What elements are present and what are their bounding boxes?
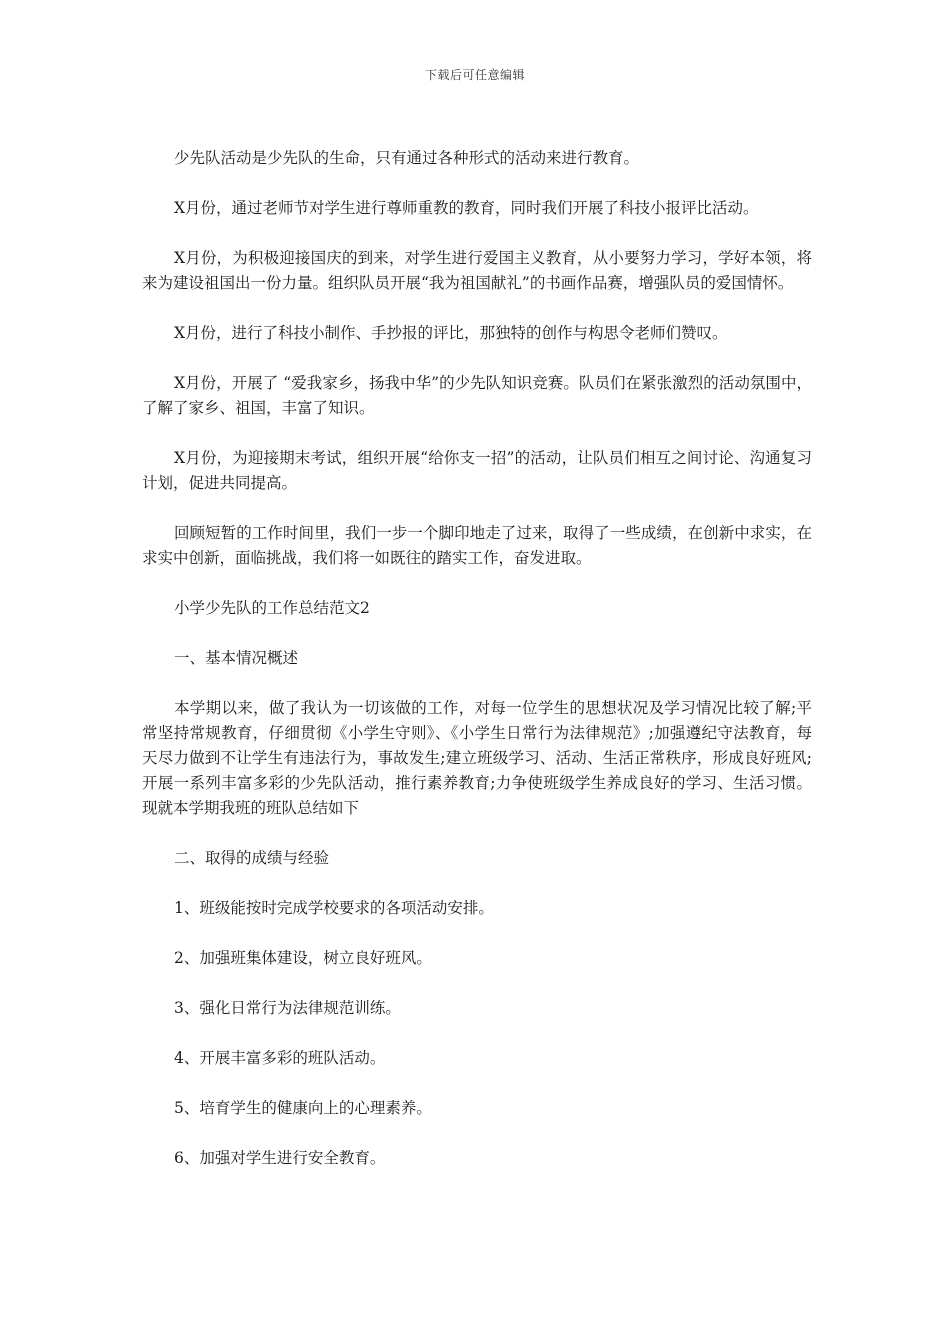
paragraph: 本学期以来，做了我认为一切该做的工作，对每一位学生的思想状况及学习情况比较了解;平常坚持常规教育，仔细贯彻《小学生守则》、《小学生日常行为法律规范》;加强遵纪守法教育，每天尽力做到不让学生有违法行为，事故发生;建立班级学习、活动、生活正常秩序，形成良好班风;开展一系列丰富多彩的少先队活动，推行素养教育;力争使班级学生养成良好的学习、生活习惯。现就本学期我班的班队总结如下 — [142, 699, 812, 817]
list-item: 4、开展丰富多彩的班队活动。 — [174, 1049, 386, 1067]
paragraph: X月份，进行了科技小制作、手抄报的评比，那独特的创作与构思令老师们赞叹。 — [174, 324, 728, 342]
section-heading: 二、取得的成绩与经验 — [174, 849, 330, 867]
paragraph: X月份，通过老师节对学生进行尊师重教的教育，同时我们开展了科技小报评比活动。 — [174, 199, 759, 217]
list-item: 1、班级能按时完成学校要求的各项活动安排。 — [174, 899, 494, 917]
list-item: 6、加强对学生进行安全教育。 — [174, 1149, 386, 1167]
paragraph: X月份，为积极迎接国庆的到来，对学生进行爱国主义教育，从小要努力学习，学好本领，将来为建设祖国出一份力量。组织队员开展“我为祖国献礼”的书画作品赛，增强队员的爱国情怀。 — [142, 249, 812, 292]
section-heading: 一、基本情况概述 — [174, 649, 299, 667]
list-item: 3、强化日常行为法律规范训练。 — [174, 999, 401, 1017]
header-note: 下载后可任意编辑 — [424, 68, 525, 82]
section-title: 小学少先队的工作总结范文2 — [174, 599, 370, 617]
list-item: 5、培育学生的健康向上的心理素养。 — [174, 1099, 432, 1117]
document-body — [142, 146, 812, 1196]
paragraph: 回顾短暂的工作时间里，我们一步一个脚印地走了过来，取得了一些成绩，在创新中求实，在求实中创新，面临挑战，我们将一如既往的踏实工作，奋发进取。 — [142, 524, 812, 567]
paragraph: X月份，开展了 “爱我家乡，扬我中华”的少先队知识竞赛。队员们在紧张激烈的活动氛围中，了解了家乡、祖国，丰富了知识。 — [142, 374, 812, 417]
list-item: 2、加强班集体建设，树立良好班风。 — [174, 949, 432, 967]
paragraph: X月份，为迎接期末考试，组织开展“给你支一招”的活动，让队员们相互之间讨论、沟通复习计划，促进共同提高。 — [142, 449, 812, 492]
paragraph: 少先队活动是少先队的生命，只有通过各种形式的活动来进行教育。 — [174, 149, 640, 167]
